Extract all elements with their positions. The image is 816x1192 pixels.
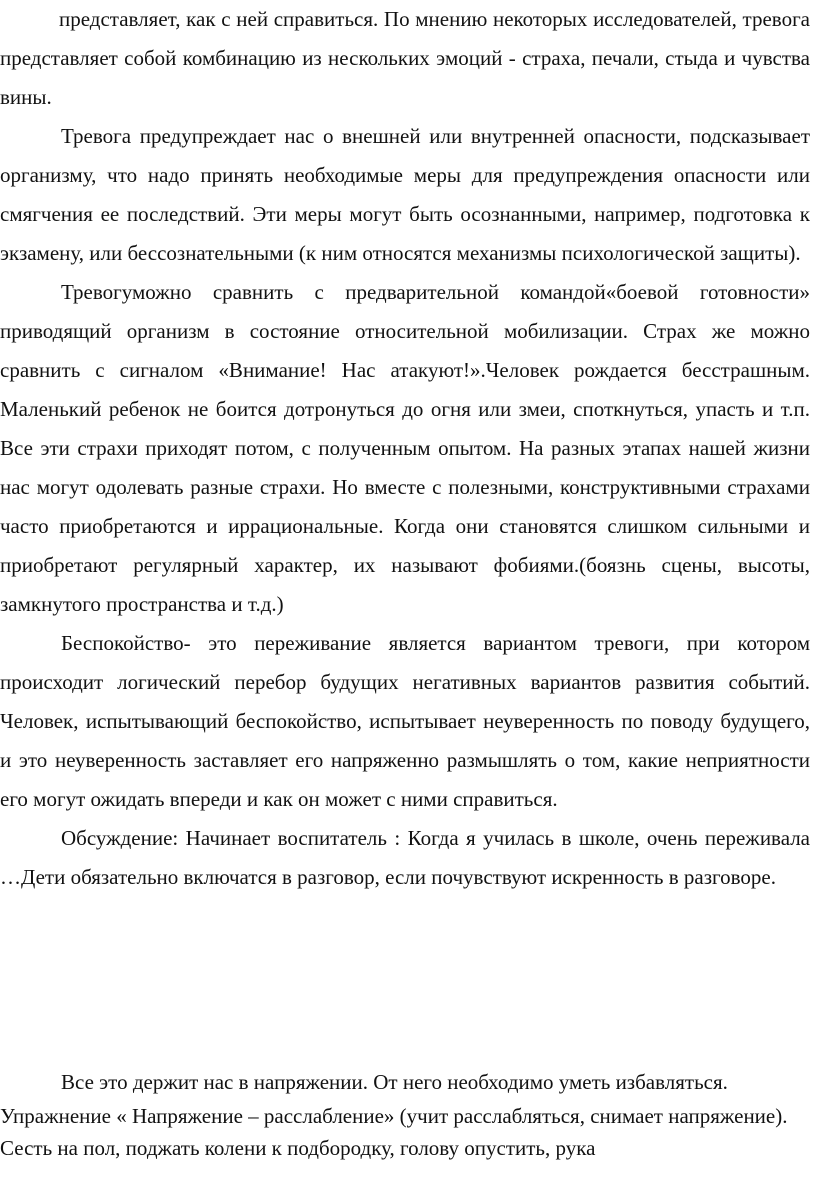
paragraph-discussion: Обсуждение: Начинает воспитатель : Когда я училась в школе, очень переживала …Дети обязательно включатся в разговор, если почувствуют искренность в разговоре. (0, 826, 810, 889)
paragraph-anxiety-warning: Тревога предупреждает нас о внешней или внутренней опасности, подсказывает организму, что надо принять необходимые меры для предупреждения опасности или смягчения ее последствий. Эти меры могут быть осознанными, например, подготовка к экзамену, или бессознательными (к ним относятся механизмы психологической защиты). (0, 124, 810, 265)
paragraph-fear-comparison: Тревогуможно сравнить с предварительной командой«боевой готовности» приводящий организм в состояние относительной мобилизации. Страх же можно сравнить с сигналом «Внимание! Нас атакуют!».Человек рождается бесстрашным. Маленький ребенок не боится дотронуться до огня или змеи, споткнуться, упасть и т.п. Все эти страхи приходят потом, с полученным опытом. На разных этапах нашей жизни нас могут одолевать разные страхи. Но вместе с полезными, конструктивными страхами часто приобретаются и иррациональные. Когда они становятся слишком сильными и приобретают регулярный характер, их называют фобиями.(боязнь сцены, высоты, замкнутого пространства и т.д.) (0, 280, 810, 616)
paragraph-tension: Все это держит нас в напряжении. От него необходимо уметь избавляться. (61, 1070, 728, 1094)
exercise-text (0, 1100, 810, 1164)
paragraph-exercise: Упражнение « Напряжение – расслабление» (учит расслабляться, снимает напряжение). Сесть на пол, поджать колени к подбородку, голову опустить, рука (0, 1104, 788, 1160)
paragraph-continuation: представляет, как с ней справиться. По мнению некоторых исследователей, тревога представляет собой комбинацию из нескольких эмоций - страха, печали, стыда и чувства вины. (0, 7, 810, 109)
paragraph-worry: Беспокойство- это переживание является вариантом тревоги, при котором происходит логический перебор будущих негативных вариантов развития событий. Человек, испытывающий беспокойство, испытывает неуверенность по поводу будущего, и это неуверенность заставляет его напряженно размышлять о том, какие неприятности его могут ожидать впереди и как он может с ними справиться. (0, 631, 810, 811)
